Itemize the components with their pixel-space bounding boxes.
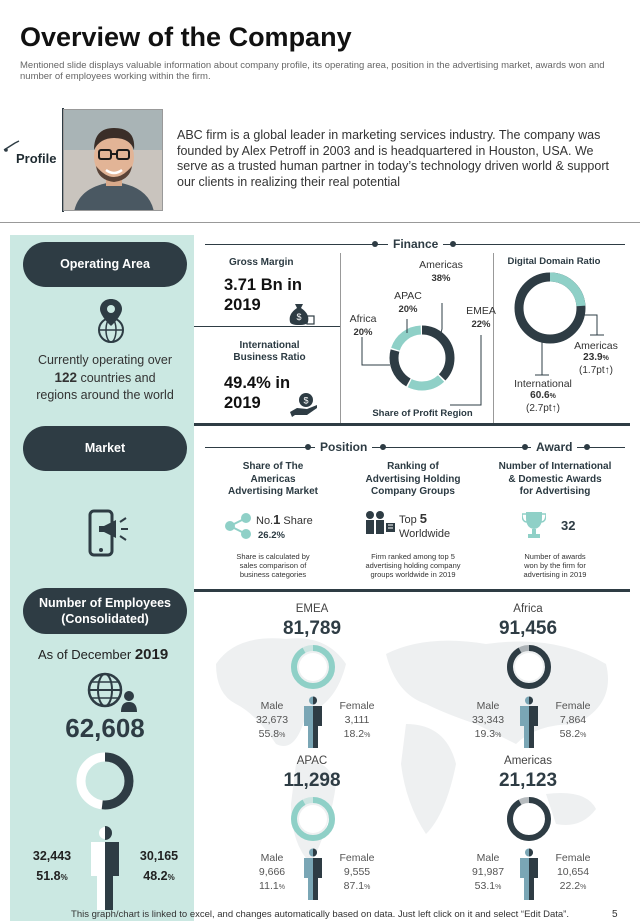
gross-margin-label: Gross Margin — [229, 257, 294, 268]
position-heading: Position — [315, 440, 372, 454]
digital-domain-title: Digital Domain Ratio — [507, 256, 601, 267]
region-ring — [289, 643, 337, 691]
finance-bullet-right — [450, 241, 456, 247]
employees-as-of: As of December 2019 — [38, 646, 169, 663]
gross-margin-value: 3.71 Bn in 2019 — [224, 276, 302, 314]
ranking-value: Top 5 Worldwide — [399, 511, 451, 540]
award-bullet-left — [522, 444, 528, 450]
region-name: Africa — [513, 603, 543, 615]
region-female: Female 9,555 87.1% — [339, 852, 375, 892]
region-block — [438, 755, 618, 905]
region-male: Male 91,987 53.1% — [471, 852, 505, 892]
award-note: Number of awards won by the firm for advertising in 2019 — [523, 552, 587, 579]
intl-ratio-label: International Business Ratio — [233, 340, 306, 363]
region-female: Female 7,864 58.2% — [555, 700, 591, 740]
hand-coin-icon — [289, 392, 319, 418]
position-top-rule — [194, 423, 630, 426]
profile-photo — [63, 109, 163, 211]
profile-description: ABC firm is a global leader in marketing services industry. The company was founded by Alex Petroff in 2003 and is headquartered in Houston, USA. We serve as a trusted human partner in today’s technology driven world & support our clients in realizing their real potential — [177, 128, 609, 189]
region-name: EMEA — [295, 603, 329, 615]
region-male: Male 33,343 19.3% — [471, 700, 505, 740]
operating-area-text: Currently operating over 122 countries and regions around the world — [36, 353, 174, 402]
region-person-icon — [302, 848, 324, 900]
region-block — [438, 603, 618, 753]
page-subtitle: Mentioned slide displays valuable information about company profile, its operating area, position in the advertising market, awards won and number of employees working within the firm. — [20, 60, 605, 82]
employees-gender-ring — [74, 750, 136, 812]
region-person-icon — [518, 696, 540, 748]
operating-area-pill: Operating Area — [23, 242, 187, 287]
award-heading: Award — [531, 440, 577, 454]
ranking-note: Firm ranked among top 5 advertising holding company groups worldwide in 2019 — [365, 552, 461, 579]
mobile-megaphone-icon — [88, 508, 136, 560]
region-total: 91,456 — [498, 618, 558, 639]
region-person-icon — [302, 696, 324, 748]
profit-emea: EMEA 22% — [466, 305, 496, 330]
region-top-rule — [194, 589, 630, 592]
operating-connector — [194, 326, 340, 327]
award-title: Number of International & Domestic Awards for Advertising — [498, 461, 612, 497]
share-icon — [224, 512, 252, 540]
region-female: Female 3,111 18.2% — [339, 700, 375, 740]
region-male: Male 32,673 55.8% — [255, 700, 289, 740]
svg-text:$: $ — [296, 312, 302, 322]
ranking-title: Ranking of Advertising Holding Company Groups — [365, 461, 461, 497]
region-name: APAC — [296, 755, 328, 767]
employees-pill: Number of Employees (Consolidated) — [23, 588, 187, 634]
profit-americas: Americas 38% — [419, 259, 463, 284]
profit-africa: Africa 20% — [349, 313, 377, 338]
region-name: Americas — [504, 755, 552, 767]
person-gender-icon — [87, 826, 123, 910]
trophy-icon — [522, 510, 546, 540]
region-block — [222, 755, 402, 905]
employees-total: 62,608 — [65, 713, 145, 743]
share-pct: 26.2% — [258, 530, 285, 541]
share-note: Share is calculated by sales comparison of business categories — [236, 552, 310, 579]
region-total: 11,298 — [283, 770, 341, 791]
intl-ratio-value: 49.4% in 2019 — [224, 374, 291, 412]
profile-label: Profile — [16, 151, 57, 166]
share-rank: No.1 Share — [256, 512, 313, 527]
profit-apac: APAC 20% — [394, 290, 422, 315]
region-ring — [505, 643, 553, 691]
profit-region-title: Share of Profit Region — [372, 408, 473, 419]
award-bullet-right — [584, 444, 590, 450]
finance-heading: Finance — [388, 237, 443, 251]
region-male: Male 9,666 11.1% — [258, 852, 286, 892]
section-divider — [0, 222, 640, 223]
region-block — [222, 603, 402, 753]
globe-pin-icon — [94, 298, 128, 344]
employees-female: 30,165 48.2% — [139, 849, 179, 883]
finance-bullet-left — [372, 241, 378, 247]
page-number: 5 — [612, 909, 618, 920]
svg-text:$: $ — [303, 395, 309, 406]
digital-international: International 60.6% (2.7pt↑) — [514, 378, 572, 414]
globe-person-icon — [87, 672, 137, 712]
team-icon — [364, 510, 396, 536]
region-female: Female 10,654 22.2% — [555, 852, 591, 892]
employees-male: 32,443 51.8% — [32, 849, 72, 883]
position-bullet-right — [380, 444, 386, 450]
position-bullet-left — [305, 444, 311, 450]
page-title: Overview of the Company — [20, 22, 352, 52]
market-pill: Market — [23, 426, 187, 471]
region-total: 21,123 — [498, 770, 558, 791]
region-person-icon — [518, 848, 540, 900]
digital-americas: Americas 23.9% (1.7pt↑) — [574, 340, 618, 376]
money-bag-icon — [287, 300, 315, 326]
share-title: Share of The Americas Advertising Market — [227, 461, 319, 497]
region-ring — [505, 795, 553, 843]
award-value: 32 — [561, 518, 576, 533]
region-ring — [289, 795, 337, 843]
footer-note: This graph/chart is linked to excel, and changes automatically based on data. Just left click on it and select “Edit Data”. — [71, 909, 569, 920]
region-total: 81,789 — [282, 618, 342, 639]
